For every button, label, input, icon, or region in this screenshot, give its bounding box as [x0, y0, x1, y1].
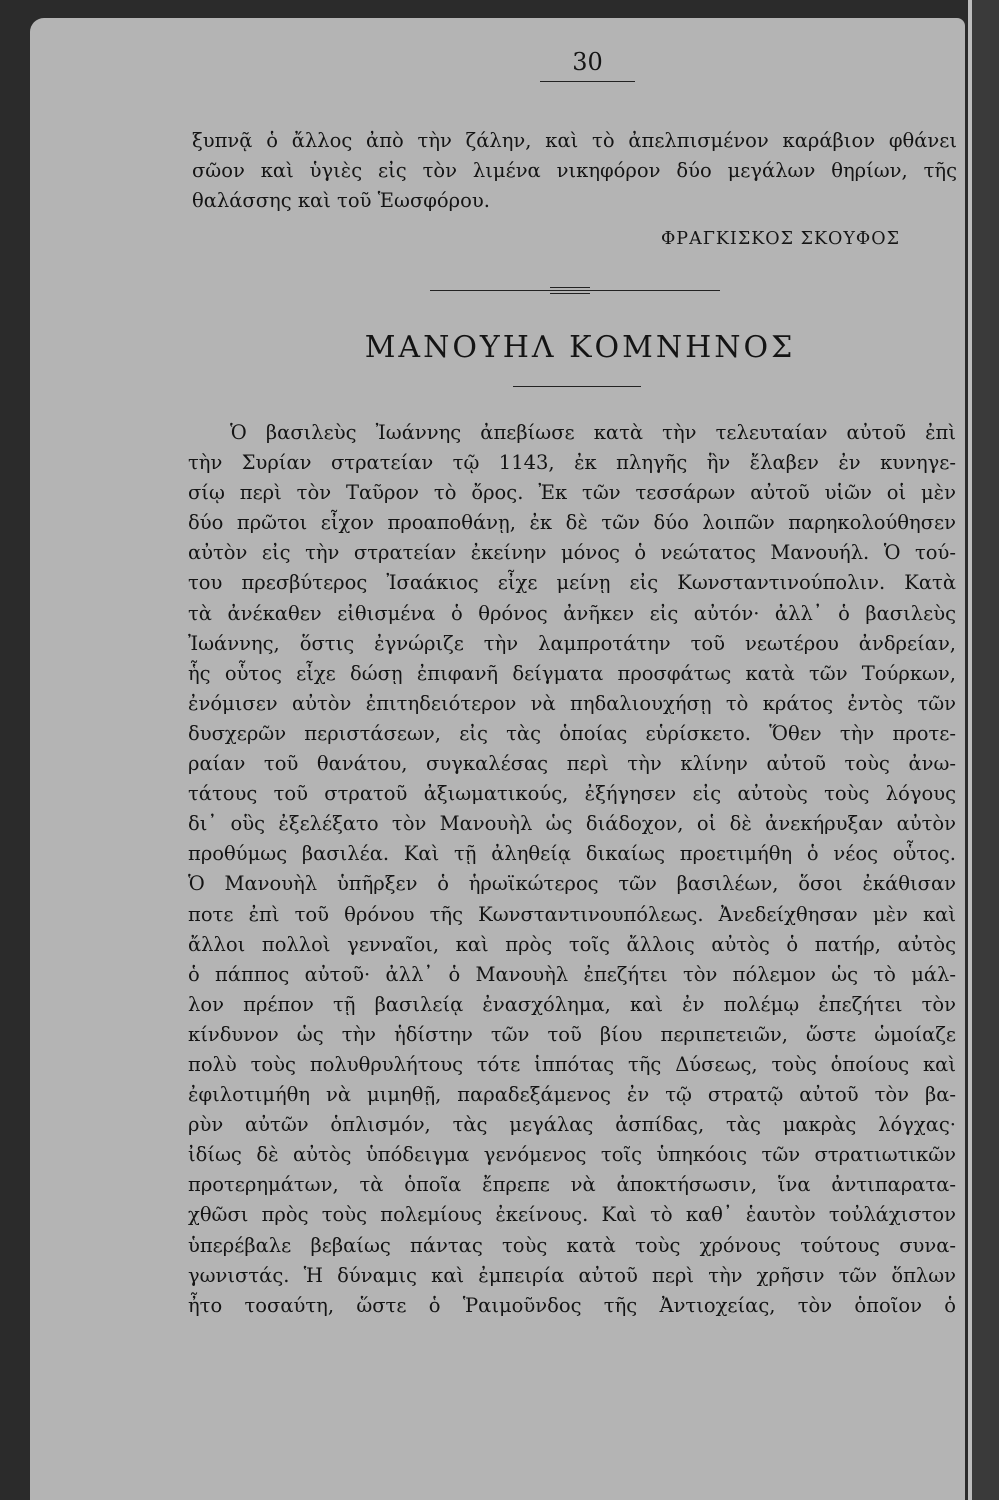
chapter-title: ΜΑΝΟΥΗΛ ΚΟΜΝΗΝΟΣ — [364, 330, 796, 365]
text-line: Ἰωάννης, ὅστις ἐγνώριζε τὴν λαμπροτάτην τοῦ νεωτέρου ἀνδρείαν, — [188, 631, 956, 655]
text-line: του πρεσβύτερος Ἰσαάκιος εἶχε μείνῃ εἰς Κωνσταντινούπολιν. Κατὰ — [188, 571, 956, 595]
section-divider — [430, 287, 720, 295]
text-line: προτερημάτων, τὰ ὁποῖα ἔπρεπε νὰ ἀποκτήσωσιν, ἵνα ἀντιπαρατα- — [188, 1173, 956, 1197]
text-line: ξυπνᾷ ὁ ἄλλος ἀπὸ τὴν ζάλην, καὶ τὸ ἀπελπισμένον καράβιον φθάνει — [192, 129, 957, 152]
text-line: πολὺ τοὺς πολυθρυλήτους τότε ἱππότας τῆς Δύσεως, τοὺς ὁποίους καὶ — [188, 1052, 956, 1076]
text-line: ἦτο τοσαύτη, ὥστε ὁ Ῥαιμοῦνδος τῆς Ἀντιοχείας, τὸν ὁποῖον ὁ — [188, 1293, 956, 1317]
text-line: σίῳ περὶ τὸν Ταῦρον τὸ ὄρος. Ἐκ τῶν τεσσάρων αὐτοῦ υἱῶν οἱ μὲν — [188, 481, 956, 505]
text-line: χθῶσι πρὸς τοὺς πολεμίους ἐκείνους. Καὶ τὸ καθ᾽ ἑαυτὸν τοὐλάχιστον — [188, 1203, 956, 1227]
gutter-shadow — [972, 0, 999, 1500]
text-line: ἧς οὗτος εἶχε δώσῃ ἐπιφανῆ δείγματα προσφάτως κατὰ τῶν Τούρκων, — [188, 661, 956, 685]
text-line: ἐνόμισεν αὐτὸν ἐπιτηδειότερον νὰ πηδαλιουχήσῃ τὸ κράτος ἐντὸς τῶν — [188, 691, 956, 715]
text-line: Ὁ βασιλεὺς Ἰωάννης ἀπεβίωσε κατὰ τὴν τελευταίαν αὐτοῦ ἐπὶ — [230, 421, 956, 444]
text-line: δύο πρῶτοι εἶχον προαποθάνῃ, ἐκ δὲ τῶν δύο λοιπῶν παρηκολούθησεν — [188, 511, 956, 535]
page-number-rule — [540, 81, 635, 82]
title-rule — [513, 386, 641, 387]
text-line: τὴν Συρίαν στρατείαν τῷ 1143, ἐκ πληγῆς ἣν ἔλαβεν ἐν κυνηγε- — [188, 451, 956, 475]
intro-paragraph — [192, 126, 957, 215]
text-line: γωνιστάς. Ἡ δύναμις καὶ ἐμπειρία αὐτοῦ περὶ τὴν χρῆσιν τῶν ὅπλων — [188, 1263, 956, 1287]
text-line: ἄλλοι πολλοὶ γενναῖοι, καὶ πρὸς τοῖς ἄλλοις αὐτὸς ὁ πατήρ, αὐτὸς — [188, 932, 956, 956]
text-line: Ὁ Μανουὴλ ὑπῆρξεν ὁ ἡρωϊκώτερος τῶν βασιλέων, ὅσοι ἐκάθισαν — [188, 872, 956, 896]
text-line: δυσχερῶν περιστάσεων, εἰς τὰς ὁποίας εὑρίσκετο. Ὅθεν τὴν προτε- — [188, 721, 956, 745]
text-line: αὐτὸν εἰς τὴν στρατείαν ἐκείνην μόνος ὁ νεώτατος Μανουήλ. Ὁ τού- — [188, 541, 956, 565]
text-line: ὑπερέβαλε βεβαίως πάντας τοὺς κατὰ τοὺς χρόνους τούτους συνα- — [188, 1233, 956, 1257]
text-line: ἐφιλοτιμήθη νὰ μιμηθῇ, παραδεξάμενος ἐν τῷ στρατῷ αὐτοῦ τὸν βα- — [188, 1083, 956, 1107]
text-line: τάτους τοῦ στρατοῦ ἀξιωματικούς, ἐξήγησεν εἰς αὐτοὺς τοὺς λόγους — [188, 782, 956, 806]
text-line: προθύμως βασιλέα. Καὶ τῇ ἀληθείᾳ δικαίως προετιμήθη ὁ νέος οὗτος. — [188, 842, 956, 866]
text-line: λον πρέπον τῇ βασιλείᾳ ἐνασχόλημα, καὶ ἐν πολέμῳ ἐπεζήτει τὸν — [188, 992, 956, 1016]
text-line: ποτε ἐπὶ τοῦ θρόνου τῆς Κωνσταντινουπόλεως. Ἀνεδείχθησαν μὲν καὶ — [188, 902, 956, 926]
text-line: τὰ ἀνέκαθεν εἰθισμένα ὁ θρόνος ἀνῆκεν εἰς αὐτόν· ἀλλ᾽ ὁ βασιλεὺς — [188, 601, 956, 625]
text-line: ἰδίως δὲ αὐτὸς ὑπόδειγμα γενόμενος τοῖς ὑπηκόοις τῶν στρατιωτικῶν — [188, 1143, 956, 1167]
body-text — [188, 418, 956, 1321]
page-number: 30 — [572, 48, 603, 76]
text-line: σῶον καὶ ὑγιὲς εἰς τὸν λιμένα νικηφόρον δύο μεγάλων θηρίων, τῆς — [192, 158, 957, 182]
text-line: θαλάσσης καὶ τοῦ Ἑωσφόρου. — [192, 188, 490, 212]
text-line: δι᾽ οὓς ἐξελέξατο τὸν Μανουὴλ ὡς διάδοχον, οἱ δὲ ἀνεκήρυξαν αὐτὸν — [188, 812, 956, 836]
text-line: ραίαν τοῦ θανάτου, συγκαλέσας περὶ τὴν κλίνην αὐτοῦ τοὺς ἀνω- — [188, 752, 956, 776]
text-line: ὁ πάππος αὐτοῦ· ἀλλ᾽ ὁ Μανουὴλ ἐπεζήτει τὸν πόλεμον ὡς τὸ μάλ- — [188, 962, 956, 986]
author-signature: ΦΡΑΓΚΙΣΚΟΣ ΣΚΟΥΦΟΣ — [660, 229, 900, 249]
text-line: κίνδυνον ὡς τὴν ἡδίστην τῶν τοῦ βίου περιπετειῶν, ὥστε ὡμοίαζε — [188, 1022, 956, 1046]
text-line: ρὺν αὐτῶν ὁπλισμόν, τὰς μεγάλας ἀσπίδας, τὰς μακρὰς λόγχας· — [188, 1113, 956, 1137]
